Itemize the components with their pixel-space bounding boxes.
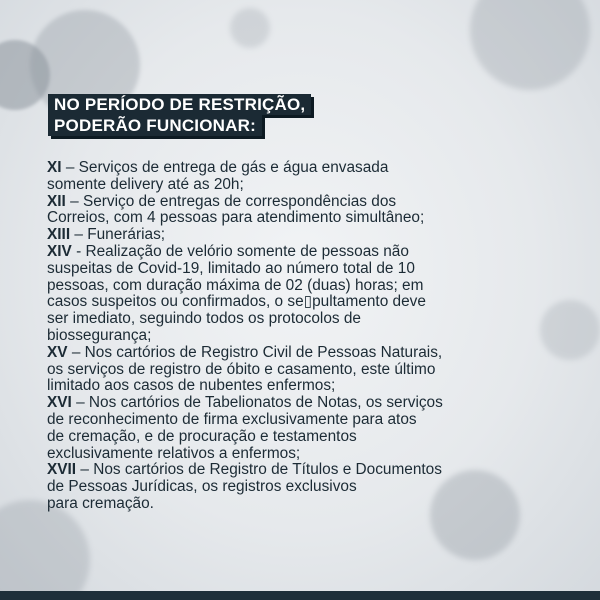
virus-decoration-icon <box>230 8 270 48</box>
list-item <box>47 395 567 412</box>
item-text-line: suspeitas de Covid-19, limitado ao número total de 10 <box>47 259 415 277</box>
item-text-line: de Pessoas Jurídicas, os registros exclusivos <box>47 478 357 496</box>
item-number: XV <box>47 343 68 361</box>
list-item <box>47 345 567 362</box>
item-text-line: para cremação. <box>47 494 154 512</box>
item-text: – Nos cartórios de Registro de Títulos e Documentos <box>80 461 442 479</box>
item-text-line: pessoas, com duração máxima de 02 (duas) horas; em <box>47 276 424 294</box>
item-text-line: de cremação, e de procuração e testamentos <box>47 427 357 445</box>
item-text: – Funerárias; <box>74 226 166 244</box>
item-text: – Nos cartórios de Registro Civil de Pessoas Naturais, <box>71 343 443 361</box>
virus-decoration-icon <box>0 500 90 600</box>
item-number: XI <box>47 159 62 176</box>
item-text: – Serviços de entrega de gás e água envasada <box>65 159 389 176</box>
item-text: – Serviço de entregas de correspondências dos <box>70 192 397 210</box>
item-text: – Nos cartórios de Tabelionatos de Notas, os serviços <box>76 394 443 412</box>
list-item <box>47 244 567 261</box>
rules-list <box>47 160 567 513</box>
item-number: XIII <box>47 226 71 244</box>
list-item <box>47 160 567 177</box>
item-text-line: Correios, com 4 pessoas para atendimento simultâneo; <box>47 209 425 227</box>
item-number: XII <box>47 192 66 210</box>
item-text-line: de reconhecimento de firma exclusivamente para atos <box>47 410 417 428</box>
list-item <box>47 227 567 244</box>
item-text-line: exclusivamente relativos a enfermos; <box>47 444 301 462</box>
item-text-line: ser imediato, seguindo todos os protocolos de <box>47 310 361 328</box>
item-number: XVII <box>47 461 77 479</box>
virus-decoration-icon <box>470 0 590 90</box>
list-item <box>47 462 567 479</box>
list-item <box>47 194 567 211</box>
item-number: XIV <box>47 242 72 260</box>
item-text-line: limitado aos casos de nubentes enfermos; <box>47 377 336 395</box>
heading <box>48 94 311 136</box>
item-text: - Realização de velório somente de pessoas não <box>76 242 409 260</box>
item-number: XVI <box>47 394 72 412</box>
heading-line-1: NO PERÍODO DE RESTRIÇÃO, <box>48 94 311 115</box>
item-text-line: os serviços de registro de óbito e casamento, este último <box>47 360 436 378</box>
item-text-line: biossegurança; <box>47 326 152 344</box>
heading-line-2: PODERÃO FUNCIONAR: <box>48 115 262 136</box>
item-text-line: casos suspeitos ou confirmados, o se▯pultamento deve <box>47 293 426 311</box>
item-text-line: somente delivery até as 20h; <box>47 175 244 193</box>
bottom-bar <box>0 591 600 600</box>
